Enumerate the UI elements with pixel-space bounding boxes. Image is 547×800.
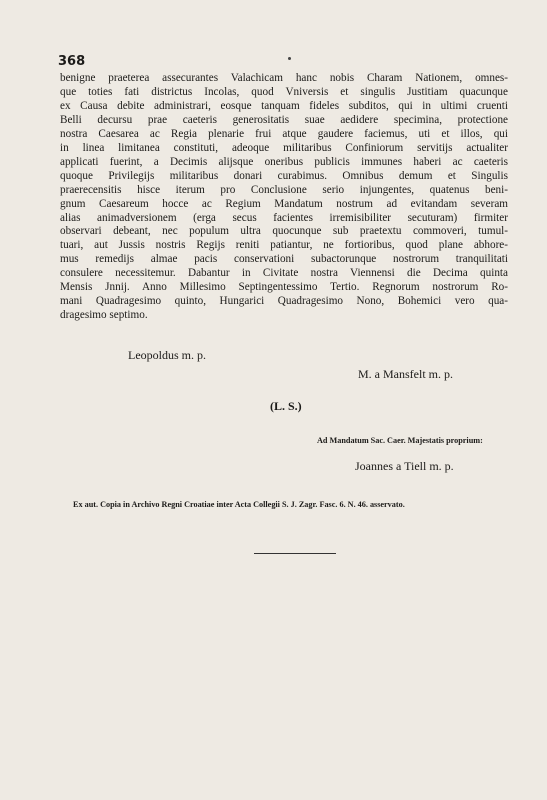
signature-tiell: Joannes a Tiell m. p. [355, 459, 454, 473]
paragraph-line: tuari, aut Jussis nostris Regijs reniti patiantur, ne fortioribus, quod plane abhore- [60, 239, 508, 252]
paragraph-line: alias animadversionem (erga secus facientes irremisibiliter secuturam) firmiter [60, 211, 508, 224]
paragraph-line: gnum Caesareum hocce ac Regium Mandatum nostrum ad evitandam severam [60, 197, 508, 210]
source-note: Ex aut. Copia in Archivo Regni Croatiae inter Acta Collegii S. J. Zagr. Fasc. 6. N. 46. asservato. [73, 500, 405, 509]
page-number: 368 [58, 54, 86, 69]
printer-mark [288, 57, 291, 60]
paragraph-line: in linea limitanea constituti, adeoque militaribus Confiniorum servitijs actualiter [60, 141, 508, 154]
paragraph-line: applicati fuerint, a Decimis alijsque oneribus publicis immunes haberi ac caeteris [60, 155, 508, 168]
paragraph-line: quoque Privilegijs militaribus donari curabimus. Omnibus demum et Singulis [60, 169, 508, 182]
paragraph-line: mus remedijs almae pacis conservationi subactorunque nostrorum tranquilitati [60, 253, 508, 266]
body-paragraph [60, 72, 508, 323]
paragraph-line: Mensis Jnnij. Anno Millesimo Septingentessimo Tertio. Regnorum nostrorum Ro- [60, 281, 508, 294]
paragraph-line: que toties fati districtus Incolas, quod Vniversis et singulis Justitiam quacunque [60, 85, 508, 98]
paragraph-line: dragesimo septimo. [60, 309, 148, 322]
paragraph-line: mani Quadragesimo quinto, Hungarici Quadragesimo Nono, Bohemici vero qua- [60, 295, 508, 308]
paragraph-line: nostra Caesarea ac Regia plenarie frui atque gaudere faciemus, uti et illos, qui [60, 127, 508, 140]
paragraph-line: praerecensitis hisce iterum pro Conclusione serio injungentes, quatenus beni- [60, 183, 508, 196]
paragraph-line: consulere necessitemur. Dabantur in Civitate nostra Viennensi die Decima quinta [60, 267, 508, 280]
paragraph-line: observari debeant, nec populum ultra quocunque sub praetextu commoveri, tumul- [60, 225, 508, 238]
signature-leopoldus: Leopoldus m. p. [128, 348, 206, 362]
paragraph-line: benigne praeterea assecurantes Valachicam hanc nobis Charam Nationem, omnes- [60, 72, 508, 84]
signature-mansfelt: M. a Mansfelt m. p. [358, 367, 453, 381]
closing-rule [254, 553, 336, 554]
mandatum-line: Ad Mandatum Sac. Caer. Majestatis proprium: [317, 436, 483, 445]
paragraph-line: Belli decursu prae caeteris generositatis suae aedidere specimina, protectione [60, 113, 508, 126]
seal-mark: (L. S.) [270, 399, 302, 413]
paragraph-line: ex Causa debite administrari, eosque tanquam fideles subditos, qui in ultimi cruenti [60, 99, 508, 112]
